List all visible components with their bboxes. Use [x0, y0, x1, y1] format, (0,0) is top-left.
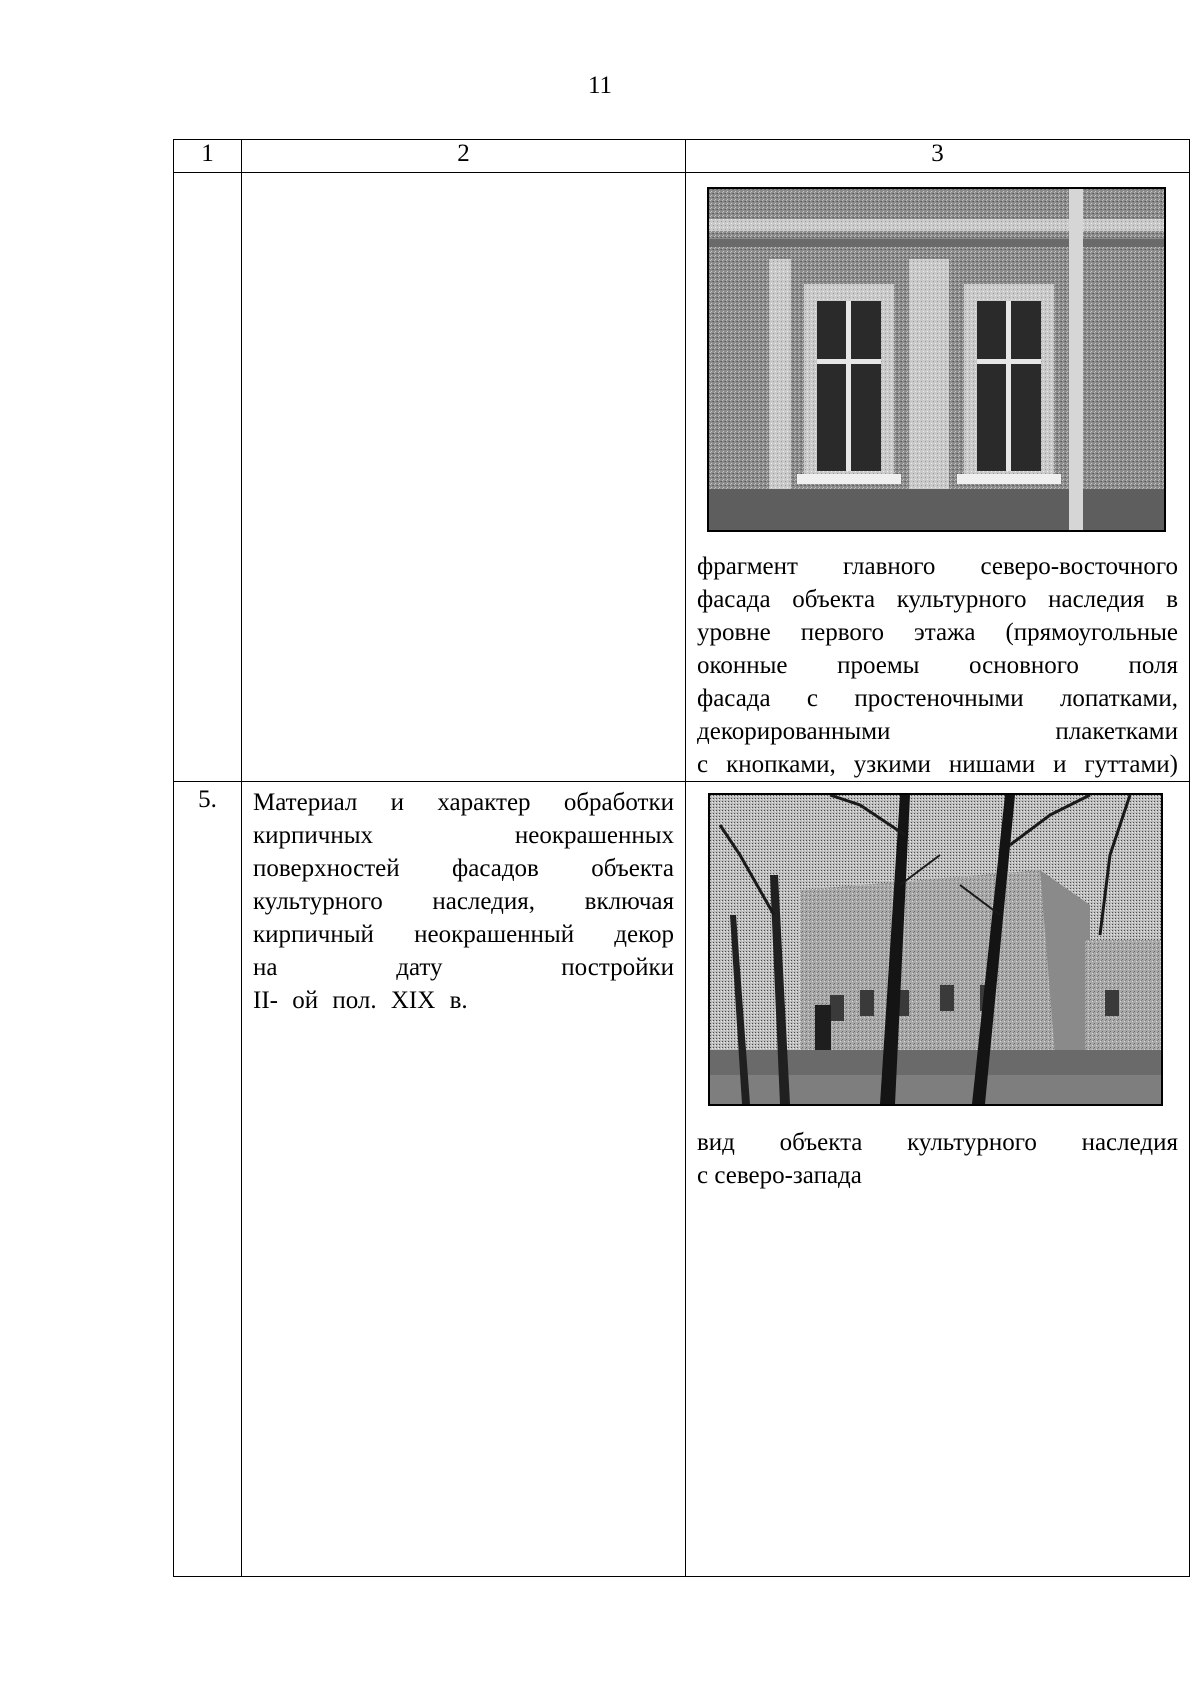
photo-cell-facade — [686, 173, 1190, 782]
facade-caption-line-5: фасада с простеночными лопатками, — [697, 685, 1178, 712]
facade-windows-photo — [707, 187, 1166, 532]
facade-caption-line-4: оконные проемы основного поля — [697, 652, 1178, 679]
building-caption-line-2: с северо-запада — [697, 1162, 862, 1189]
building-northwest-photo — [708, 793, 1163, 1106]
description-line-5: кирпичный неокрашенный декор — [253, 921, 674, 948]
description-line-2: кирпичных неокрашенных — [253, 822, 674, 849]
facade-caption-line-3: уровне первого этажа (прямоугольные — [697, 619, 1178, 646]
building-caption-line-1: вид объекта культурного наследия — [697, 1129, 1178, 1156]
header-cell-3: 3 — [686, 140, 1190, 173]
heritage-table — [173, 139, 1190, 1577]
table-header-row — [174, 140, 1190, 173]
description-cell-empty — [242, 173, 686, 782]
table-row-continued — [174, 173, 1190, 782]
description-line-6: на дату постройки — [253, 954, 674, 981]
facade-caption-line-1: фрагмент главного северо-восточного — [697, 553, 1178, 580]
description-cell-row-5 — [242, 782, 686, 1577]
description-line-4: культурного наследия, включая — [253, 888, 674, 915]
header-cell-2: 2 — [242, 140, 686, 173]
photo-cell-building — [686, 782, 1190, 1577]
table-row-5 — [174, 782, 1190, 1577]
page-number: 11 — [587, 72, 613, 99]
facade-caption-line-6: декорированными плакетками — [697, 718, 1178, 745]
row-number-5: 5. — [174, 782, 242, 1577]
facade-caption-line-7: с кнопками, узкими нишами и гуттами) — [697, 751, 1178, 778]
description-line-3: поверхностей фасадов объекта — [253, 855, 674, 882]
facade-caption-line-2: фасада объекта культурного наследия в — [697, 586, 1178, 613]
number-cell-empty — [174, 173, 242, 782]
description-line-1: Материал и характер обработки — [253, 789, 674, 816]
description-line-7: II- ой пол. XIX в. — [253, 987, 468, 1014]
header-cell-1: 1 — [174, 140, 242, 173]
